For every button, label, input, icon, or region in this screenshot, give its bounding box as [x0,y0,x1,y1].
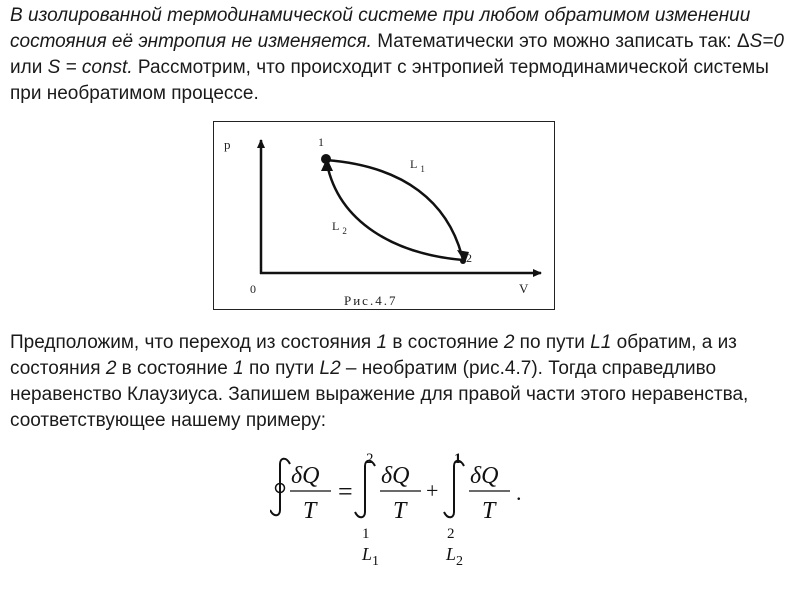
curve-l2-label: L $_2$ [332,219,347,236]
p2-text-4: обратим, а из состояния [10,332,737,379]
intro-text: Математически это можно записать так: [371,31,737,52]
int2-lower-limit: 2 [447,526,455,542]
frac1-denominator: T [303,498,317,524]
p2-text-6: по пути [243,358,320,379]
formula-period: . [516,480,522,505]
entropy-equation-1: S=0 [749,31,784,52]
state-point-1 [321,154,331,164]
figure-caption: Рис.4.7 [344,293,398,308]
clausius-paragraph [10,330,790,434]
intro-text-end: Рассмотрим, что происходит с энтропией термодинамической системы при необратимом процессе. [10,57,769,104]
frac2-denominator: T [393,498,407,524]
state-1-ref-b: 1 [233,358,244,379]
p2-text-7: – необратим (рис.4.7). Тогда справедливо неравенство Клаузиуса. Запишем выражение для правой части этого неравенства, соответствующее нашему примеру: [10,358,749,431]
equals-sign: = [338,477,353,506]
int1-path-label: $L_1$ [362,544,380,569]
or-word: или [10,57,48,78]
origin-label: 0 [250,282,256,296]
point-2-label: 2 [466,251,472,265]
int1-lower-limit: 1 [362,526,370,542]
curve-l2 [327,164,463,260]
pv-diagram-figure [213,121,555,310]
plus-sign: + [426,478,439,503]
axis-v-label: V [519,281,529,296]
point-1-label: 1 [318,135,324,149]
closed-integral-sign [270,459,290,516]
frac2-numerator: δQ [381,463,410,489]
formula-svg [270,450,540,580]
axis-p-label: p [224,137,231,152]
curve-l1 [326,160,463,260]
int1-upper-limit: 2 [366,451,374,467]
pv-diagram [214,122,556,311]
delta-symbol: Δ [736,31,750,52]
int2-upper-limit: 1 [454,451,462,467]
p2-text-1: Предположим, что переход из состояния [10,332,377,353]
frac3-numerator: δQ [470,463,499,489]
intro-paragraph [10,3,790,107]
int2-path-label: $L_2$ [446,544,464,569]
curve-l1-label: L $_1$ [410,157,425,174]
integral-sign-2 [444,461,464,518]
p2-text-5: в состояние [116,358,234,379]
intro-italic-statement: В изолированной термодинамической системе при любом обратимом изменении состояния её энтропия не изменяется. [10,5,751,52]
path-l2-ref: L2 [319,358,341,379]
frac1-numerator: δQ [291,463,320,489]
state-2-ref-b: 2 [105,358,117,379]
frac3-denominator: T [482,498,496,524]
state-2-ref: 2 [503,332,515,353]
clausius-formula [270,450,540,580]
integral-sign-1 [355,461,375,518]
p2-text-3: по пути [514,332,591,353]
path-l1-ref: L1 [590,332,612,353]
entropy-equation-2: S = const. [47,57,133,78]
p2-text-2: в состояние [387,332,504,353]
state-1-ref: 1 [376,332,388,353]
